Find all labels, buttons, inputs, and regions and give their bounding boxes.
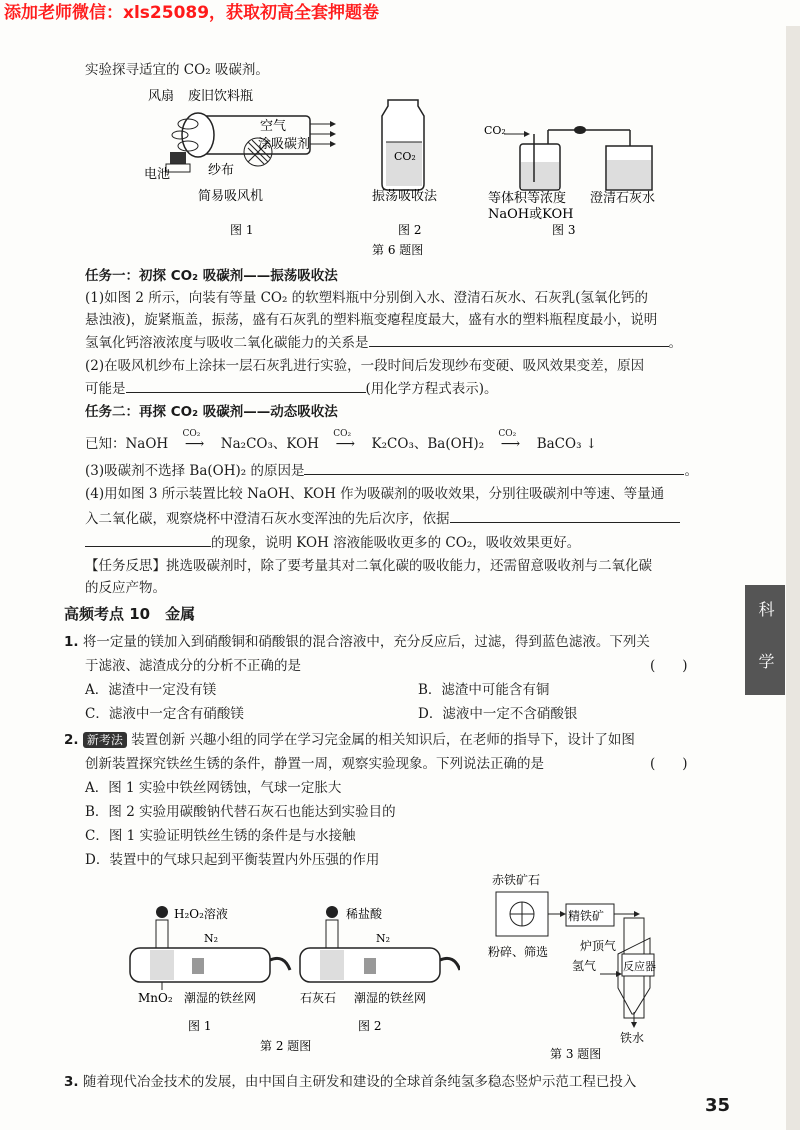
known-product-3: BaCO₃ ↓ [536, 436, 598, 452]
fan-label: 风扇 [148, 89, 175, 104]
iron-label: 铁水 [620, 1031, 645, 1045]
fine-ore-label: 精铁矿 [568, 909, 605, 923]
ore-label: 赤铁矿石 [492, 873, 541, 887]
known-product-1: Na₂CO₃、KOH [220, 436, 319, 452]
fig3-co2-label: CO₂ [484, 124, 506, 137]
q2-line1 [64, 730, 635, 750]
fan-device [166, 113, 336, 172]
answer-blank-2[interactable] [126, 378, 366, 393]
reflect-line2: 的反应产物。 [85, 580, 166, 596]
q2-option-d[interactable]: D．装置中的气球只起到平衡装置内外压强的作用 [85, 852, 380, 868]
fig1-caption: 图 1 [230, 223, 254, 237]
task2-title: 任务二：再探 CO₂ 吸碳剂——动态吸收法 [85, 404, 338, 420]
n2-label-1: N₂ [204, 932, 219, 945]
reaction-arrow-1: CO₂ ⟶ [182, 429, 205, 452]
intro-text: 实验探寻适宜的 CO₂ 吸碳剂。 [85, 62, 269, 78]
task1-p1-line2: 悬浊液)，旋紧瓶盖，振荡，盛有石灰乳的塑料瓶变瘪程度最大，盛有水的塑料瓶程度最小，说明 [85, 312, 658, 328]
q1-line2: 于滤液、滤渣成分的分析不正确的是 [85, 658, 301, 674]
gauze-label: 纱布 [208, 163, 235, 178]
coat-label: 涂吸碳剂 [258, 137, 311, 152]
q1-line1 [64, 632, 650, 652]
q3-number: 3. [64, 1074, 79, 1090]
wire-label-2: 潮湿的铁丝网 [354, 991, 427, 1005]
new-method-badge: 新考法 [83, 732, 127, 748]
task2-p4-line2 [85, 508, 680, 529]
q1-option-d[interactable]: D．滤液中一定不含硝酸银 [418, 706, 578, 722]
answer-blank-4[interactable] [450, 508, 680, 523]
reactor-label: 反应器 [623, 960, 656, 973]
q3-figure [486, 862, 686, 1062]
q2-option-b[interactable]: B．图 2 实验用碳酸钠代替石灰石也能达到实验目的 [85, 804, 396, 820]
task2-p4-line3 [85, 532, 580, 553]
q3-line1-text: 随着现代冶金技术的发展，由中国自主研发和建设的全球首条纯氢多稳态竖炉示范工程已投入 [82, 1074, 637, 1090]
task2-p3-text: (3)吸碳剂不选择 Ba(OH)₂ 的原因是 [85, 463, 305, 479]
q6-figure [140, 82, 700, 260]
known-prefix: 已知：NaOH [85, 436, 169, 452]
q2-line1-text: 装置创新 兴趣小组的同学在学习完金属的相关知识后，在老师的指导下，设计了如图 [131, 732, 635, 748]
q1-line1-text: 将一定量的镁加入到硝酸铜和硝酸银的混合溶液中，充分反应后，过滤，得到蓝色滤液。下列关 [82, 634, 650, 650]
q2-line2: 创新装置探究铁丝生锈的条件，静置一周，观察实验现象。下列说法正确的是 [85, 756, 544, 772]
co2-label: CO₂ [394, 150, 416, 163]
task1-p1-line3-text: 氢氧化钙溶液浓度与吸收二氧化碳能力的关系是 [85, 335, 369, 351]
q2-option-a[interactable]: A．图 1 实验中铁丝网锈蚀，气球一定胀大 [85, 780, 342, 796]
mno2-label: MnO₂ [138, 991, 173, 1005]
reaction-arrow-3: CO₂ ⟶ [498, 429, 521, 452]
fig3-caption: 图 3 [552, 223, 576, 237]
task2-p3 [85, 460, 698, 481]
n2-label-2: N₂ [376, 932, 391, 945]
q2-figure-caption: 第 2 题图 [260, 1039, 312, 1053]
q3-figure-caption: 第 3 题图 [550, 1047, 602, 1061]
task1-p2-line1: (2)在吸风机纱布上涂抹一层石灰乳进行实验，一段时间后发现纱布变硬、吸风效果变差，原因 [85, 358, 645, 374]
fig1-title: 简易吸风机 [198, 189, 264, 204]
fig3-left-label2: NaOH或KOH [488, 207, 574, 222]
bottle-label: 废旧饮料瓶 [188, 89, 254, 104]
answer-blank-5[interactable] [85, 532, 211, 547]
hcl-label: 稀盐酸 [346, 907, 383, 921]
task2-p4-line3-text: 的现象，说明 KOH 溶液能吸收更多的 CO₂，吸收效果更好。 [211, 535, 581, 551]
q2-figure [120, 890, 460, 1060]
page-number: 35 [705, 1095, 731, 1116]
task2-p3-end: 。 [684, 463, 698, 479]
task1-p1-line1: (1)如图 2 所示，向装有等量 CO₂ 的软塑料瓶中分别倒入水、澄清石灰水、石灰乳(氢氧化钙的 [85, 290, 648, 306]
task1-p2-line2 [85, 378, 498, 399]
q2-fig2-caption: 图 2 [358, 1019, 382, 1033]
wire-label-1: 潮湿的铁丝网 [184, 991, 257, 1005]
h2-label: 氢气 [572, 959, 597, 973]
task1-p1-line3 [85, 332, 682, 353]
absorb-setup [504, 126, 652, 190]
q1-option-b[interactable]: B．滤渣中可能含有铜 [418, 682, 550, 698]
page-edge [786, 26, 800, 1130]
fig2-caption: 图 2 [398, 223, 422, 237]
task1-title: 任务一：初探 CO₂ 吸碳剂——振荡吸收法 [85, 268, 338, 284]
known-product-2: K₂CO₃、Ba(OH)₂ [371, 436, 485, 452]
reflect-line1: 【任务反思】挑选吸碳剂时，除了要考量其对二氧化碳的吸收能力，还需留意吸收剂与二氧化碳 [85, 558, 652, 574]
answer-blank-1[interactable] [369, 332, 669, 347]
task1-p2-line2-a: 可能是 [85, 381, 126, 397]
task1-p2-line2-b: (用化学方程式表示)。 [365, 381, 498, 397]
q2-option-c[interactable]: C．图 1 实验证明铁丝生锈的条件是与水接触 [85, 828, 356, 844]
subject-tab: 科 学 [745, 585, 785, 695]
reaction-arrow-2: CO₂ ⟶ [333, 429, 355, 452]
fig3-left-label1: 等体积等浓度 [488, 191, 567, 206]
air-label: 空气 [260, 119, 287, 134]
limestone-label: 石灰石 [300, 991, 337, 1005]
gas-label: 炉顶气 [580, 939, 617, 953]
fig2-title: 振荡吸收法 [372, 189, 438, 204]
h2o2-label: H₂O₂溶液 [174, 907, 228, 921]
q1-option-c[interactable]: C．滤液中一定含有硝酸镁 [85, 706, 244, 722]
q2-fig1-caption: 图 1 [188, 1019, 212, 1033]
fig3-right-label: 澄清石灰水 [590, 191, 656, 206]
known-reactions [85, 429, 598, 454]
q1-option-a[interactable]: A．滤渣中一定没有镁 [85, 682, 217, 698]
q3-line1 [64, 1072, 636, 1092]
task2-p4-line1: (4)用如图 3 所示装置比较 NaOH、KOH 作为吸碳剂的吸收效果，分别往吸碳剂中等速、等量通 [85, 486, 665, 502]
q1-number: 1. [64, 634, 79, 650]
answer-blank-3[interactable] [304, 460, 684, 475]
task1-p1-end: 。 [668, 335, 682, 351]
shake-bottle [382, 100, 424, 190]
q6-figure-caption: 第 6 题图 [372, 243, 424, 257]
crush-label: 粉碎、筛选 [488, 945, 549, 959]
promo-banner: 添加老师微信：xls25089，获取初高全套押题卷 [4, 3, 380, 23]
battery-label: 电池 [144, 167, 171, 182]
task2-p4-line2-text: 入二氧化碳，观察烧杯中澄清石灰水变浑浊的先后次序，依据 [85, 511, 450, 527]
q2-number: 2. [64, 732, 79, 748]
section-title: 高频考点 10 金属 [64, 605, 196, 623]
q1-answer-paren[interactable]: ( ) [650, 658, 688, 674]
q2-answer-paren[interactable]: ( ) [650, 756, 688, 772]
